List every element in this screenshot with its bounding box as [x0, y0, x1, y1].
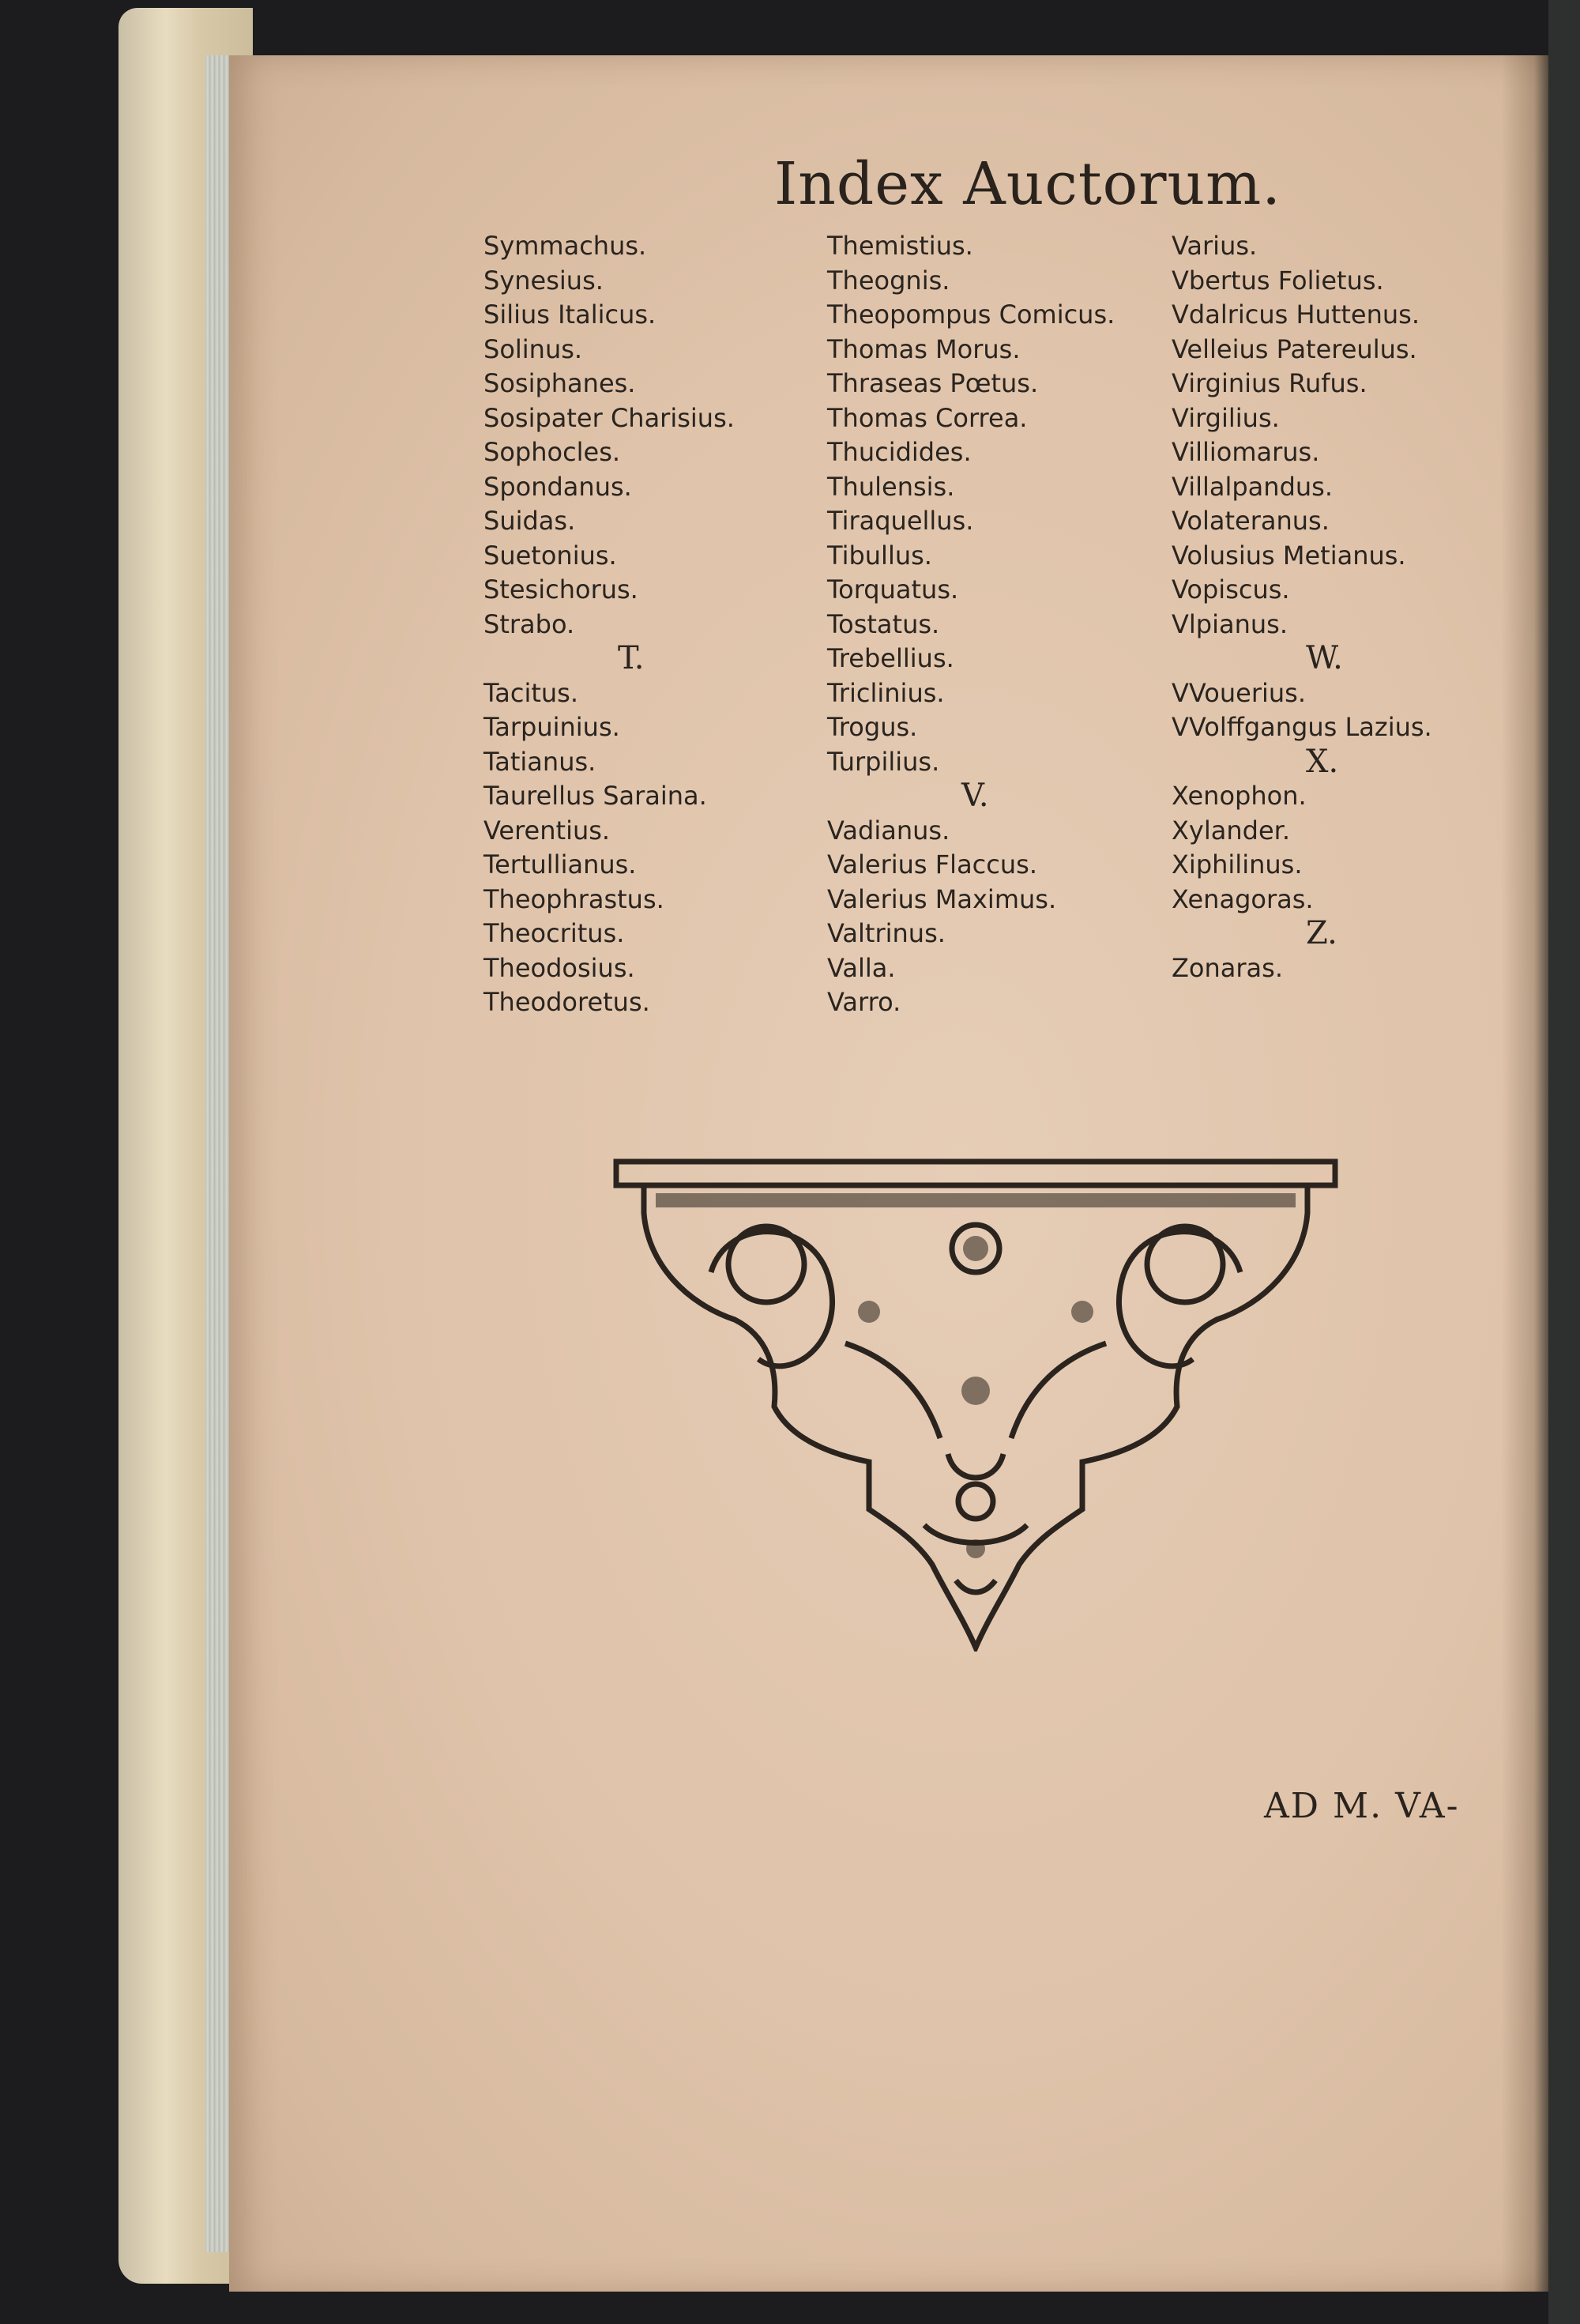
author-entry: Valerius Maximus. — [827, 883, 1057, 914]
author-entry: VVolffgangus Lazius. — [1172, 712, 1432, 742]
author-entry: Thomas Correa. — [827, 402, 1028, 433]
author-entry: Varro. — [827, 987, 901, 1017]
author-entry: Theocritus. — [483, 918, 625, 948]
woodcut-ornament-icon — [608, 1154, 1343, 1652]
author-entry: Vopiscus. — [1172, 574, 1290, 605]
author-entry: Theodoretus. — [483, 987, 650, 1017]
author-entry: Synesius. — [483, 265, 604, 296]
author-entry: Taurellus Saraina. — [483, 781, 707, 811]
author-entry: Solinus. — [483, 333, 583, 364]
author-column-2 — [827, 229, 1115, 1020]
author-entry: Theopompus Comicus. — [827, 299, 1115, 330]
author-entry: Villiomarus. — [1172, 437, 1320, 467]
author-entry: VVouerius. — [1172, 677, 1307, 708]
author-entry: Tostatus. — [827, 608, 940, 639]
author-entry: Themistius. — [827, 231, 973, 261]
author-entry: Sosipater Charisius. — [483, 402, 735, 433]
author-entry: Turpilius. — [827, 746, 940, 777]
author-entry: Theophrastus. — [483, 883, 664, 914]
author-entry: Xenagoras. — [1172, 883, 1314, 914]
author-entry: Xylander. — [1172, 815, 1291, 846]
author-entry: Trogus. — [827, 712, 918, 742]
author-entry: Valerius Flaccus. — [827, 849, 1037, 880]
author-entry: Verentius. — [483, 815, 611, 846]
author-column-1 — [483, 229, 735, 1020]
author-entry: Stesichorus. — [483, 574, 638, 605]
author-entry: Tacitus. — [483, 677, 579, 708]
author-entry: Thulensis. — [827, 471, 955, 502]
author-entry: Vbertus Folietus. — [1172, 265, 1384, 296]
author-entry: Tibullus. — [827, 540, 932, 571]
author-entry: Velleius Patereulus. — [1172, 333, 1417, 364]
author-entry: Torquatus. — [827, 574, 959, 605]
author-entry: Tarpuinius. — [483, 712, 620, 742]
author-entry: Vlpianus. — [1172, 608, 1288, 639]
author-entry: Theodosius. — [483, 952, 635, 983]
author-entry: Thucidides. — [827, 437, 972, 467]
author-entry: Xiphilinus. — [1172, 849, 1303, 880]
author-entry: Tatianus. — [483, 746, 596, 777]
author-entry: Triclinius. — [827, 677, 945, 708]
author-entry: Villalpandus. — [1172, 471, 1333, 502]
author-entry: Volusius Metianus. — [1172, 540, 1406, 571]
author-entry: Varius. — [1172, 231, 1258, 261]
section-letter: X. — [1306, 743, 1339, 780]
author-entry: Zonaras. — [1172, 952, 1283, 983]
author-entry: Symmachus. — [483, 231, 647, 261]
author-entry: Valla. — [827, 952, 896, 983]
section-letter: T. — [618, 640, 645, 676]
author-entry: Suetonius. — [483, 540, 617, 571]
author-entry: Tertullianus. — [483, 849, 637, 880]
author-entry: Xenophon. — [1172, 781, 1307, 811]
author-entry: Tiraquellus. — [827, 506, 974, 536]
section-letter: W. — [1306, 640, 1343, 676]
author-entry: Vdalricus Huttenus. — [1172, 299, 1420, 330]
catchword: AD M. VA- — [1264, 1786, 1460, 1826]
author-entry: Virginius Rufus. — [1172, 368, 1367, 398]
author-entry: Thomas Morus. — [827, 333, 1021, 364]
author-entry: Theognis. — [827, 265, 950, 296]
section-letter: V. — [961, 778, 989, 814]
author-entry: Trebellius. — [827, 643, 954, 673]
author-entry: Virgilius. — [1172, 402, 1280, 433]
author-entry: Strabo. — [483, 608, 575, 639]
page-heading: Index Auctorum. — [774, 150, 1281, 218]
facing-page-edge — [1548, 0, 1580, 2324]
author-entry: Vadianus. — [827, 815, 950, 846]
author-entry: Thraseas Pœtus. — [827, 368, 1039, 398]
author-entry: Silius Italicus. — [483, 299, 656, 330]
author-entry: Valtrinus. — [827, 918, 946, 948]
author-column-3 — [1172, 229, 1432, 985]
author-entry: Sosiphanes. — [483, 368, 636, 398]
author-entry: Spondanus. — [483, 471, 632, 502]
author-entry: Sophocles. — [483, 437, 621, 467]
author-entry: Volateranus. — [1172, 506, 1330, 536]
author-entry: Suidas. — [483, 506, 576, 536]
section-letter: Z. — [1306, 915, 1337, 951]
